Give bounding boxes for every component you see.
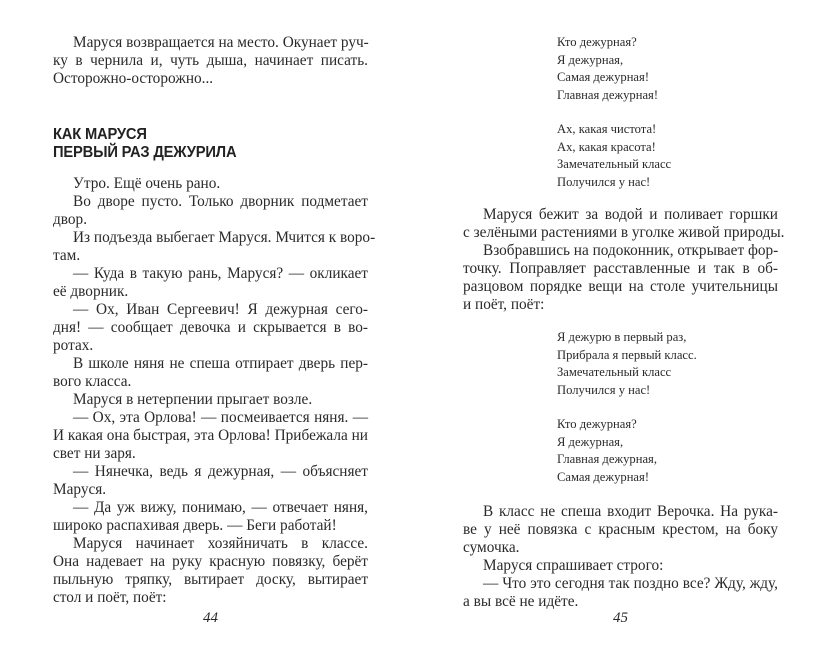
text-line: Утро. Ещё очень рано. [73,175,221,192]
text-line: пыльную тряпку, вытирает доску, вытирает [53,571,368,588]
text-line: — Куда в такую рань, Маруся? — окликает [73,265,368,282]
poem-stanza [557,329,697,399]
text-line: Маруся. [53,481,107,498]
text-line: свет ни заря. [53,445,136,462]
text-line: ве у неё повязка с красным крестом, на боку [463,521,778,538]
text-line: — Что это сегодня так поздно все? Жду, жду, [483,575,778,592]
text-line: Из подъезда выбегает Маруся. Мчится к воро- [73,229,376,246]
poem-line: Замечательный класс [557,365,672,380]
poem-stanza [557,34,658,104]
poem-line: Получился у нас! [557,174,651,189]
chapter-title [53,126,368,162]
text-line: Маруся возвращается на место. Окунает руч- [73,34,369,51]
text-line: Маруся начинает хозяйничать в классе. [73,535,368,552]
text-line: Во дворе пусто. Только дворник подметает [73,193,368,210]
text-line: — Да уж вижу, понимаю, — отвечает няня, [73,499,368,516]
text-line: Маруся спрашивает строго: [483,557,664,574]
text-line: с зелёными растениями в уголке живой природы. [463,224,785,241]
text-line: её дворник. [53,283,129,300]
poem-line: Кто дежурная? [557,417,637,431]
text-line: а вы всё не идёте. [463,593,579,610]
poem-stanza [557,416,657,486]
text-line: ку в чернила и, чуть дыша, начинает писать. [53,52,368,69]
text-line: В школе няня не спеша отпирает дверь пер- [73,355,368,372]
text-line: широко распахивая дверь. — Беги работай! [53,517,337,534]
poem-line: Самая дежурная! [557,469,650,484]
chapter-title-line: ПЕРВЫЙ РАЗ ДЕЖУРИЛА [53,144,237,161]
chapter-title-line: КАК МАРУСЯ [53,126,147,143]
poem-line: Ах, какая чистота! [557,122,657,136]
poem-line: Замечательный класс [557,157,672,172]
text-line: Она надевает на руку красную повязку, берёт [53,553,368,570]
text-line: вого класса. [53,373,132,390]
text-line: В класс не спеша входит Верочка. На рука- [483,503,778,520]
text-line: ротах. [53,337,94,354]
intro-paragraph [53,34,368,88]
poem-line: Я дежурная, [557,52,624,67]
text-line: двор. [53,211,88,228]
poem-line: Главная дежурная, [557,452,657,467]
text-line: точку. Поправляет расставленные и так в об- [463,260,778,277]
prose-block [463,503,778,611]
text-line: и поёт, поёт: [463,296,545,313]
text-line: — Ох, эта Орлова! — посмеивается няня. — [73,409,368,426]
text-line: стол и поёт, поёт: [53,589,167,606]
text-line: — Ох, Иван Сергеевич! Я дежурная сего- [73,301,368,318]
text-line: сумочка. [463,539,520,556]
poem-line: Ах, какая красота! [557,139,656,154]
poem-line: Я дежурю в первый раз, [557,330,687,344]
poem-line: Главная дежурная! [557,87,659,102]
page-number: 44 [203,610,218,626]
text-line: Осторожно-осторожно... [53,70,214,87]
text-line: разцовом порядке вещи на столе учительницы [463,278,778,295]
text-line: — Нянечка, ведь я дежурная, — объясняет [73,463,368,480]
poem-line: Я дежурная, [557,434,624,449]
text-line: И какая она быстрая, эта Орлова! Прибежала ни [53,427,368,444]
poem-stanza [557,121,671,191]
text-line: Маруся в нетерпении прыгает возле. [73,391,313,408]
prose-block [463,206,785,314]
text-line: Взобравшись на подоконник, открывает фор- [483,242,779,259]
text-line: дня! — сообщает девочка и скрывается в во- [53,319,368,336]
poem-line: Кто дежурная? [557,35,637,49]
chapter-body [53,175,376,607]
text-line: Маруся бежит за водой и поливает горшки [483,206,778,223]
left-page [53,0,376,663]
poem-line: Получился у нас! [557,382,651,397]
page-number: 45 [613,610,628,626]
text-line: там. [53,247,81,264]
poem-line: Прибрала я первый класс. [557,347,697,362]
poem-line: Самая дежурная! [557,70,650,85]
right-page [463,0,785,663]
